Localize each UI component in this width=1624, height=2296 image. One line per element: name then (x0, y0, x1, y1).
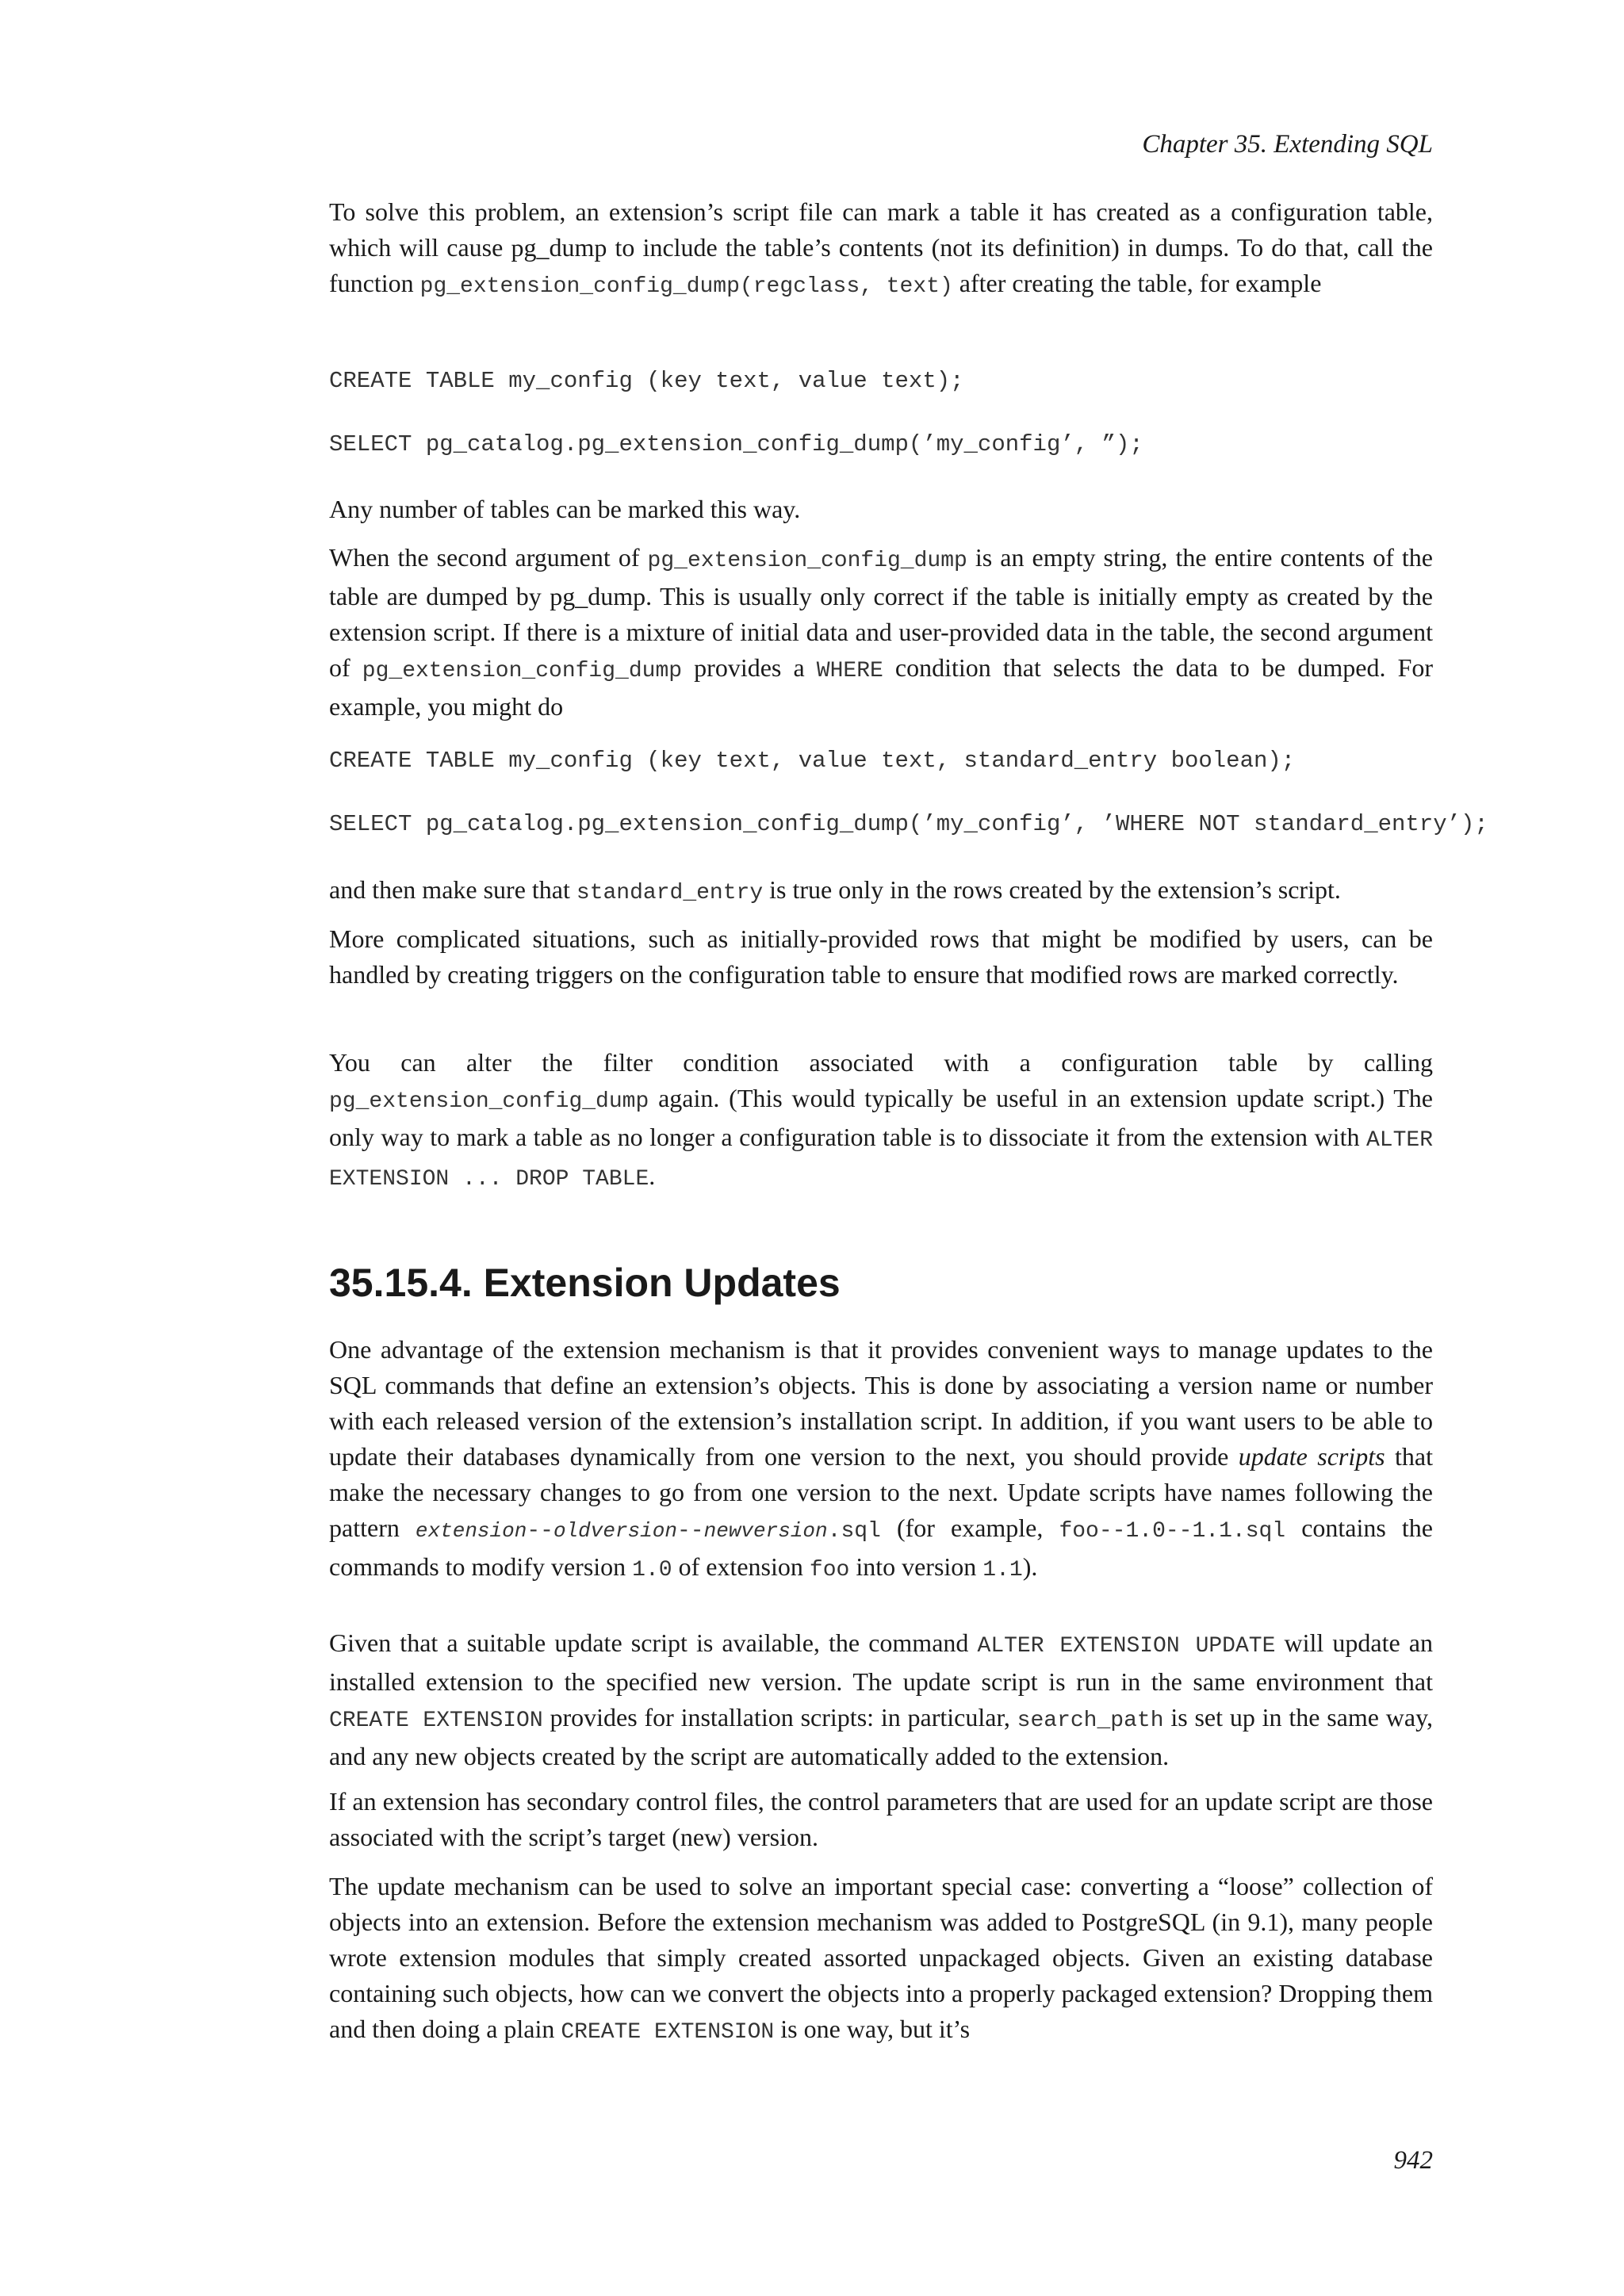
paragraph-alter-filter: You can alter the filter condition associated with a configuration table by calling pg_extension_config_dump again. (This would typically be useful in an extension update script.) The only way to mark a table as no longer a configuration table is to dissociate it from the extension with ALTER EXTENSION ... DROP TABLE. (329, 1048, 1433, 1192)
inline-code: WHERE (816, 659, 883, 683)
code-line: SELECT pg_catalog.pg_extension_config_dump(’my_config’, ’WHERE NOT standard_entry’); (329, 811, 1488, 837)
paragraph-any-number: Any number of tables can be marked this way. (329, 495, 801, 523)
inline-code: pg_extension_config_dump (647, 549, 967, 573)
inline-code: ALTER EXTENSION ... DROP TABLE (329, 1128, 1433, 1192)
paragraph-standard-entry: and then make sure that standard_entry is true only in the rows created by the extension’s script. (329, 875, 1341, 905)
inline-code: CREATE EXTENSION (561, 2020, 775, 2045)
inline-code: ALTER EXTENSION UPDATE (977, 1634, 1276, 1659)
paragraph-alter-extension-update: Given that a suitable update script is available, the command ALTER EXTENSION UPDATE will update an installed extension to the specified new version. The update script is run in the same environment that CREATE EXTENSION provides for installation scripts: in particular, search_path is set up in the same way, and any new objects created by the script are automatically added to the extension. (329, 1628, 1434, 1770)
code-line: CREATE TABLE my_config (key text, value text); (329, 368, 964, 394)
emphasis: update scripts (1238, 1442, 1385, 1471)
paragraph-secondary-control-files: If an extension has secondary control files, the control parameters that are used for an update script are those associated with the script’s target (new) version. (329, 1787, 1433, 1851)
inline-code: standard_entry (576, 881, 764, 905)
paragraph-second-argument: When the second argument of pg_extension_config_dump is an empty string, the entire contents of the table are dumped by pg_dump. This is usually only correct if the table is initially empty as created by the extension script. If there is a mixture of initial data and user-provided data in the table, the second argument of pg_extension_config_dump provides a WHERE condition that selects the data to be dumped. For example, you might do (329, 543, 1434, 721)
inline-code: foo--1.0--1.1.sql (1059, 1519, 1286, 1544)
paragraph-extension-updates: One advantage of the extension mechanism is that it provides convenient ways to manage updates to the SQL commands that define an extension’s objects. This is done by associating a version name or number with each released version of the extension’s installation script. In addition, if you want users to be able to update their databases dynamically from one version to the next, you should provide update scripts that make the necessary changes to go from one version to the next. Update scripts have names following the pattern extension--oldversion--newversion.sql (for example, foo--1.0--1.1.sql contains the commands to modify version 1.0 of extension foo into version 1.1). (329, 1335, 1434, 1582)
code-line: CREATE TABLE my_config (key text, value text, standard_entry boolean); (329, 748, 1296, 774)
inline-code: foo (809, 1558, 850, 1582)
inline-code: 1.0 (632, 1558, 672, 1582)
inline-code: search_path (1017, 1709, 1164, 1733)
paragraph-complicated-situations: More complicated situations, such as initially-provided rows that might be modified by users, can be handled by creating triggers on the configuration table to ensure that modified rows are marked correctly. (329, 924, 1433, 989)
inline-code: pg_extension_config_dump(regclass, text) (419, 274, 953, 299)
page-number: 942 (1393, 2146, 1433, 2175)
paragraph-loose-collection: The update mechanism can be used to solve an important special case: converting a “loose” collection of objects into an extension. Before the extension mechanism was added to PostgreSQL (in 9.1), many people wrote extension modules that simply created assorted unpackaged objects. Given an existing database containing such objects, how can we convert the objects into a properly packaged extension? Dropping them and then doing a plain CREATE EXTENSION is one way, but it’s (329, 1872, 1433, 2045)
paragraph-config-table-intro: To solve this problem, an extension’s script file can mark a table it has created as a configuration table, which will cause pg_dump to include the table’s contents (not its definition) in dumps. To do that, call the function pg_extension_config_dump(regclass, text) after creating the table, for example (329, 197, 1433, 299)
inline-code: CREATE EXTENSION (329, 1709, 543, 1733)
section-heading: 35.15.4. Extension Updates (329, 1261, 841, 1305)
inline-code: pg_extension_config_dump (329, 1089, 649, 1114)
inline-code: 1.1 (982, 1558, 1023, 1582)
running-header: Chapter 35. Extending SQL (1142, 130, 1433, 159)
code-line: SELECT pg_catalog.pg_extension_config_dump(’my_config’, ”); (329, 431, 1143, 457)
inline-code: pg_extension_config_dump (362, 659, 683, 683)
